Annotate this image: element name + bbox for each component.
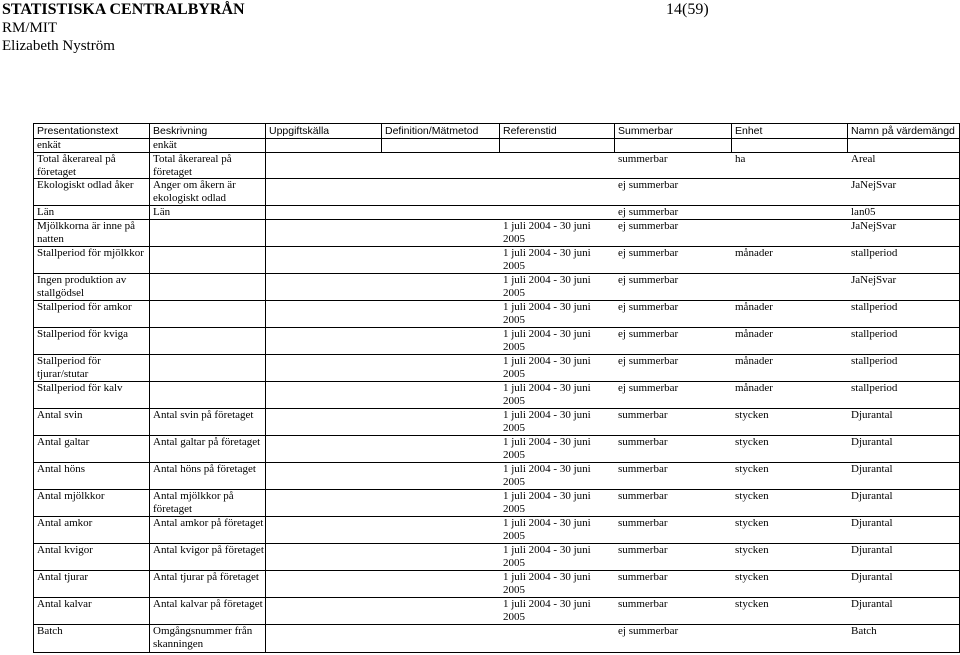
table-row [34, 139, 960, 153]
description-cell: Län [150, 206, 266, 220]
unit-cell [732, 139, 848, 153]
description-cell [150, 301, 266, 328]
presentation-cell: Antal kalvar [34, 598, 150, 625]
source-cell [266, 571, 382, 598]
source-cell [266, 544, 382, 571]
presentation-cell: Total åkerareal på företaget [34, 152, 150, 179]
column-header: Presentationstext [34, 124, 150, 139]
source-cell [266, 625, 382, 653]
definition-cell [382, 301, 500, 328]
unit-cell [732, 274, 848, 301]
value-set-cell: stallperiod [848, 301, 960, 328]
description-cell: Antal kvigor på företaget [150, 544, 266, 571]
reference-time-cell: 1 juli 2004 - 30 juni 2005 [500, 247, 615, 274]
description-cell: Antal amkor på företaget [150, 517, 266, 544]
summable-cell: summerbar [615, 463, 732, 490]
table-row [34, 355, 960, 382]
presentation-cell: Stallperiod för tjurar/stutar [34, 355, 150, 382]
reference-time-cell: 1 juli 2004 - 30 juni 2005 [500, 544, 615, 571]
presentation-cell: Antal mjölkkor [34, 490, 150, 517]
unit-cell: stycken [732, 436, 848, 463]
description-cell [150, 328, 266, 355]
reference-time-cell: 1 juli 2004 - 30 juni 2005 [500, 220, 615, 247]
definition-cell [382, 179, 500, 206]
definition-cell [382, 463, 500, 490]
reference-time-cell: 1 juli 2004 - 30 juni 2005 [500, 355, 615, 382]
value-set-cell: Djurantal [848, 571, 960, 598]
description-cell: Total åkerareal på företaget [150, 152, 266, 179]
reference-time-cell [500, 152, 615, 179]
value-set-cell: stallperiod [848, 328, 960, 355]
definition-cell [382, 490, 500, 517]
description-cell: Antal höns på företaget [150, 463, 266, 490]
source-cell [266, 179, 382, 206]
table-row [34, 544, 960, 571]
description-cell [150, 247, 266, 274]
summable-cell: ej summerbar [615, 301, 732, 328]
description-cell: Antal mjölkkor på företaget [150, 490, 266, 517]
definition-cell [382, 220, 500, 247]
reference-time-cell [500, 139, 615, 153]
reference-time-cell: 1 juli 2004 - 30 juni 2005 [500, 409, 615, 436]
table-row [34, 625, 960, 653]
value-set-cell: Djurantal [848, 490, 960, 517]
summable-cell: summerbar [615, 409, 732, 436]
unit-cell: stycken [732, 463, 848, 490]
definition-cell [382, 544, 500, 571]
reference-time-cell [500, 206, 615, 220]
table-row [34, 571, 960, 598]
value-set-cell: stallperiod [848, 247, 960, 274]
table-row [34, 409, 960, 436]
column-header: Beskrivning [150, 124, 266, 139]
value-set-cell: JaNejSvar [848, 274, 960, 301]
variable-table [33, 123, 960, 653]
summable-cell: ej summerbar [615, 382, 732, 409]
summable-cell: summerbar [615, 152, 732, 179]
reference-time-cell: 1 juli 2004 - 30 juni 2005 [500, 301, 615, 328]
unit-cell: månader [732, 328, 848, 355]
value-set-cell [848, 139, 960, 153]
page-number: 14(59) [666, 1, 709, 18]
value-set-cell: Batch [848, 625, 960, 653]
presentation-cell: Stallperiod för kviga [34, 328, 150, 355]
reference-time-cell: 1 juli 2004 - 30 juni 2005 [500, 328, 615, 355]
value-set-cell: JaNejSvar [848, 179, 960, 206]
value-set-cell: Djurantal [848, 544, 960, 571]
author-name: Elizabeth Nyström [2, 38, 115, 54]
description-cell: Antal galtar på företaget [150, 436, 266, 463]
unit-cell: stycken [732, 409, 848, 436]
description-cell [150, 220, 266, 247]
source-cell [266, 517, 382, 544]
definition-cell [382, 436, 500, 463]
summable-cell: ej summerbar [615, 179, 732, 206]
presentation-cell: Län [34, 206, 150, 220]
description-cell: Omgångsnummer från skanningen [150, 625, 266, 653]
column-header: Enhet [732, 124, 848, 139]
unit-cell [732, 179, 848, 206]
definition-cell [382, 517, 500, 544]
column-header: Uppgiftskälla [266, 124, 382, 139]
definition-cell [382, 247, 500, 274]
definition-cell [382, 328, 500, 355]
definition-cell [382, 409, 500, 436]
value-set-cell: Djurantal [848, 409, 960, 436]
presentation-cell: Ekologiskt odlad åker [34, 179, 150, 206]
table-row [34, 598, 960, 625]
definition-cell [382, 152, 500, 179]
column-header: Namn på värdemängd [848, 124, 960, 139]
source-cell [266, 382, 382, 409]
description-cell [150, 382, 266, 409]
value-set-cell: stallperiod [848, 382, 960, 409]
presentation-cell: Mjölkkorna är inne på natten [34, 220, 150, 247]
table-row [34, 436, 960, 463]
source-cell [266, 206, 382, 220]
source-cell [266, 490, 382, 517]
reference-time-cell [500, 179, 615, 206]
presentation-cell: Stallperiod för mjölkkor [34, 247, 150, 274]
summable-cell: ej summerbar [615, 206, 732, 220]
presentation-cell: Ingen produktion av stallgödsel [34, 274, 150, 301]
description-cell: Antal svin på företaget [150, 409, 266, 436]
definition-cell [382, 139, 500, 153]
column-header: Referenstid [500, 124, 615, 139]
summable-cell: summerbar [615, 544, 732, 571]
value-set-cell: Areal [848, 152, 960, 179]
table-row [34, 517, 960, 544]
source-cell [266, 436, 382, 463]
definition-cell [382, 598, 500, 625]
definition-cell [382, 382, 500, 409]
unit-cell: stycken [732, 517, 848, 544]
table-row [34, 206, 960, 220]
source-cell [266, 409, 382, 436]
organization-title: STATISTISKA CENTRALBYRÅN [2, 1, 245, 18]
table-row [34, 247, 960, 274]
reference-time-cell: 1 juli 2004 - 30 juni 2005 [500, 490, 615, 517]
value-set-cell: JaNejSvar [848, 220, 960, 247]
description-cell [150, 274, 266, 301]
unit-cell [732, 206, 848, 220]
value-set-cell: stallperiod [848, 355, 960, 382]
summable-cell: ej summerbar [615, 220, 732, 247]
reference-time-cell: 1 juli 2004 - 30 juni 2005 [500, 598, 615, 625]
table-row [34, 328, 960, 355]
summable-cell: ej summerbar [615, 247, 732, 274]
summable-cell: ej summerbar [615, 328, 732, 355]
value-set-cell: Djurantal [848, 598, 960, 625]
description-cell: Antal kalvar på företaget [150, 598, 266, 625]
definition-cell [382, 625, 500, 653]
presentation-cell: Batch [34, 625, 150, 653]
reference-time-cell: 1 juli 2004 - 30 juni 2005 [500, 274, 615, 301]
value-set-cell: Djurantal [848, 436, 960, 463]
presentation-cell: Antal svin [34, 409, 150, 436]
unit-cell: månader [732, 247, 848, 274]
value-set-cell: Djurantal [848, 517, 960, 544]
table-row [34, 152, 960, 179]
presentation-cell: Antal amkor [34, 517, 150, 544]
definition-cell [382, 571, 500, 598]
source-cell [266, 598, 382, 625]
summable-cell: summerbar [615, 436, 732, 463]
source-cell [266, 355, 382, 382]
source-cell [266, 274, 382, 301]
table-row [34, 274, 960, 301]
presentation-cell: Antal galtar [34, 436, 150, 463]
summable-cell: summerbar [615, 517, 732, 544]
summable-cell: summerbar [615, 571, 732, 598]
unit-cell: stycken [732, 544, 848, 571]
summable-cell [615, 139, 732, 153]
source-cell [266, 328, 382, 355]
unit-cell: månader [732, 301, 848, 328]
reference-time-cell: 1 juli 2004 - 30 juni 2005 [500, 517, 615, 544]
description-cell: enkät [150, 139, 266, 153]
source-cell [266, 301, 382, 328]
unit-cell: stycken [732, 571, 848, 598]
value-set-cell: Djurantal [848, 463, 960, 490]
table-row [34, 220, 960, 247]
presentation-cell: Antal kvigor [34, 544, 150, 571]
unit-cell: stycken [732, 490, 848, 517]
reference-time-cell: 1 juli 2004 - 30 juni 2005 [500, 571, 615, 598]
reference-time-cell: 1 juli 2004 - 30 juni 2005 [500, 382, 615, 409]
column-header: Definition/Mätmetod [382, 124, 500, 139]
source-cell [266, 152, 382, 179]
page-header [2, 0, 958, 55]
source-cell [266, 139, 382, 153]
table-row [34, 463, 960, 490]
summable-cell: summerbar [615, 490, 732, 517]
unit-cell [732, 220, 848, 247]
reference-time-cell [500, 625, 615, 653]
table-row [34, 179, 960, 206]
presentation-cell: Antal höns [34, 463, 150, 490]
source-cell [266, 247, 382, 274]
description-cell: Antal tjurar på företaget [150, 571, 266, 598]
column-header: Summerbar [615, 124, 732, 139]
value-set-cell: lan05 [848, 206, 960, 220]
summable-cell: ej summerbar [615, 355, 732, 382]
department-code: RM/MIT [2, 20, 58, 36]
definition-cell [382, 274, 500, 301]
unit-cell: månader [732, 355, 848, 382]
reference-time-cell: 1 juli 2004 - 30 juni 2005 [500, 463, 615, 490]
table-row [34, 382, 960, 409]
table-row [34, 490, 960, 517]
source-cell [266, 463, 382, 490]
summable-cell: ej summerbar [615, 625, 732, 653]
reference-time-cell: 1 juli 2004 - 30 juni 2005 [500, 436, 615, 463]
description-cell [150, 355, 266, 382]
table-row [34, 301, 960, 328]
unit-cell [732, 625, 848, 653]
summable-cell: ej summerbar [615, 274, 732, 301]
definition-cell [382, 355, 500, 382]
definition-cell [382, 206, 500, 220]
presentation-cell: Stallperiod för kalv [34, 382, 150, 409]
unit-cell: månader [732, 382, 848, 409]
table-header-row [34, 124, 960, 139]
presentation-cell: Antal tjurar [34, 571, 150, 598]
presentation-cell: enkät [34, 139, 150, 153]
unit-cell: ha [732, 152, 848, 179]
unit-cell: stycken [732, 598, 848, 625]
summable-cell: summerbar [615, 598, 732, 625]
description-cell: Anger om åkern är ekologiskt odlad [150, 179, 266, 206]
presentation-cell: Stallperiod för amkor [34, 301, 150, 328]
source-cell [266, 220, 382, 247]
